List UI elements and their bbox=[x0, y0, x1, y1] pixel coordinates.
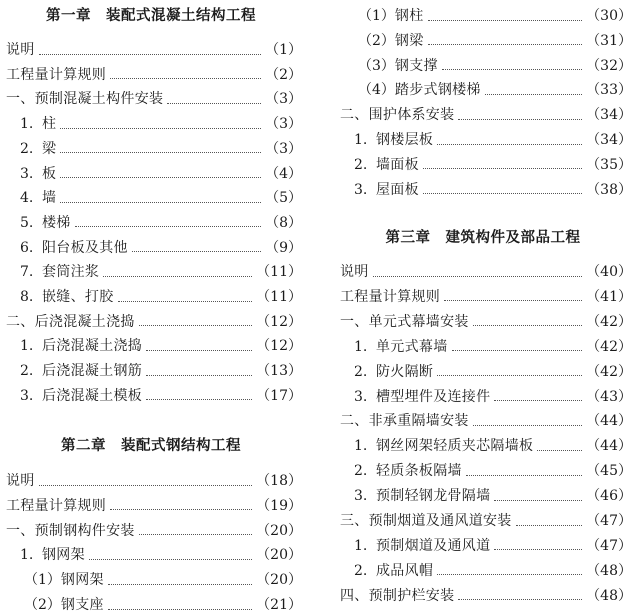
toc-entry-title: 钢支座 bbox=[60, 597, 104, 613]
dot-leader bbox=[60, 152, 261, 153]
toc-entry-title: 单元式幕墙 bbox=[376, 338, 448, 355]
toc-entry-title: 钢柱 bbox=[394, 8, 424, 24]
toc-entry-title: 工程量计算规则 bbox=[340, 288, 441, 305]
chapter-3-heading: 第三章 建筑构件及部品工程 bbox=[385, 230, 581, 246]
toc-entry-number: （2） bbox=[24, 597, 61, 613]
dot-leader bbox=[110, 509, 252, 510]
dot-leader bbox=[89, 559, 252, 560]
toc-entry-page: （3） bbox=[265, 91, 302, 108]
toc-entry-title: 钢梁 bbox=[394, 32, 424, 49]
toc-entry-number: 2. bbox=[354, 363, 368, 380]
toc-entry-title: 防火隔断 bbox=[376, 363, 434, 380]
toc-entry-page: （19） bbox=[256, 497, 302, 514]
toc-entry-number: 1. bbox=[20, 338, 34, 355]
dot-leader bbox=[139, 534, 252, 535]
toc-entry bbox=[0, 114, 302, 134]
toc-entry-number: 2. bbox=[354, 463, 368, 480]
toc-entry-page: （42） bbox=[586, 313, 632, 330]
toc-entry-page: （31） bbox=[586, 32, 632, 49]
dot-leader bbox=[442, 69, 582, 70]
toc-entry bbox=[334, 387, 632, 407]
dot-leader bbox=[108, 584, 252, 585]
toc-entry-title: 后浇混凝土模板 bbox=[42, 387, 143, 404]
toc-entry-number: 5. bbox=[20, 214, 34, 231]
toc-entry-page: （9） bbox=[265, 239, 302, 256]
toc-entry-number: （2） bbox=[358, 32, 395, 49]
toc-entry bbox=[0, 65, 302, 85]
toc-entry bbox=[0, 164, 302, 184]
toc-entry-page: （34） bbox=[586, 107, 632, 124]
toc-entry-page: （20） bbox=[256, 572, 302, 589]
toc-entry-title: 阳台板及其他 bbox=[42, 239, 128, 256]
dot-leader bbox=[473, 425, 582, 426]
toc-entry-number: 2. bbox=[354, 562, 368, 579]
toc-entry-title: 钢网架 bbox=[42, 547, 85, 564]
toc-entry-page: （13） bbox=[256, 363, 302, 380]
toc-entry-page: （47） bbox=[586, 513, 632, 529]
toc-entry bbox=[334, 511, 632, 531]
toc-entry-page: （12） bbox=[256, 338, 302, 355]
toc-entry-page: （44） bbox=[586, 413, 632, 430]
toc-entry-page: （45） bbox=[586, 463, 632, 480]
toc-entry bbox=[0, 570, 302, 590]
toc-entry bbox=[334, 411, 632, 431]
toc-entry-title: 一、预制钢构件安装 bbox=[6, 522, 135, 539]
toc-entry bbox=[0, 521, 302, 541]
toc-entry bbox=[0, 262, 302, 282]
dot-leader bbox=[458, 599, 582, 600]
toc-entry-title: 后浇混凝土钢筋 bbox=[42, 363, 143, 380]
toc-entry-title: 二、非承重隔墙安装 bbox=[340, 413, 469, 430]
toc-entry-page: （41） bbox=[586, 288, 632, 305]
toc-entry-title: 钢丝网架轻质夹芯隔墙板 bbox=[376, 438, 534, 455]
toc-entry-page: （30） bbox=[586, 8, 632, 24]
dot-leader bbox=[537, 450, 582, 451]
toc-entry bbox=[0, 496, 302, 516]
toc-entry-number: 8. bbox=[20, 289, 34, 305]
dot-leader bbox=[494, 500, 582, 501]
dot-leader bbox=[146, 399, 252, 400]
toc-entry-page: （18） bbox=[256, 473, 302, 489]
toc-entry-page: （12） bbox=[256, 313, 302, 330]
toc-entry-number: 1. bbox=[354, 338, 368, 355]
toc-entry-number: 6. bbox=[20, 239, 34, 256]
toc-entry-title: 一、预制混凝土构件安装 bbox=[6, 91, 164, 108]
toc-entry-number: 1. bbox=[354, 537, 368, 554]
toc-entry-number: 3. bbox=[20, 165, 34, 182]
toc-entry-page: （3） bbox=[265, 116, 302, 133]
toc-entry-page: （33） bbox=[586, 82, 632, 99]
toc-entry bbox=[334, 486, 632, 506]
toc-entry-page: （42） bbox=[586, 338, 632, 355]
toc-entry bbox=[0, 213, 302, 233]
toc-entry-title: 说明 bbox=[340, 264, 369, 280]
toc-entry bbox=[334, 561, 632, 581]
toc-entry-title: 钢楼层板 bbox=[376, 132, 434, 148]
toc-entry-page: （17） bbox=[256, 387, 302, 404]
dot-leader bbox=[373, 276, 583, 277]
toc-entry bbox=[334, 130, 632, 150]
toc-entry bbox=[334, 536, 632, 556]
toc-entry bbox=[0, 89, 302, 109]
toc-entry-page: （4） bbox=[265, 165, 302, 182]
toc-entry-number: （4） bbox=[358, 82, 395, 99]
toc-entry-page: （1） bbox=[265, 42, 302, 58]
toc-entry-number: 1. bbox=[20, 116, 34, 133]
toc-entry-page: （43） bbox=[586, 388, 632, 405]
toc-entry-page: （11） bbox=[256, 289, 302, 305]
toc-entry-number: 3. bbox=[20, 387, 34, 404]
toc-entry bbox=[334, 31, 632, 51]
dot-leader bbox=[437, 375, 582, 376]
toc-entry bbox=[334, 6, 632, 26]
toc-entry-number: 2. bbox=[20, 363, 34, 380]
dot-leader bbox=[39, 485, 253, 486]
dot-leader bbox=[423, 168, 582, 169]
toc-entry-title: 工程量计算规则 bbox=[6, 66, 107, 83]
toc-entry-title: 预制烟道及通风道 bbox=[376, 537, 491, 554]
toc-entry-page: （21） bbox=[256, 597, 302, 613]
toc-entry-page: （34） bbox=[586, 132, 632, 148]
dot-leader bbox=[494, 549, 582, 550]
toc-entry bbox=[334, 287, 632, 307]
toc-entry-number: 7. bbox=[20, 264, 34, 281]
dot-leader bbox=[39, 54, 261, 55]
toc-entry bbox=[334, 80, 632, 100]
dot-leader bbox=[118, 301, 253, 302]
toc-entry bbox=[0, 336, 302, 356]
toc-entry-page: （48） bbox=[586, 562, 632, 579]
toc-entry-title: 二、后浇混凝土浇捣 bbox=[6, 313, 135, 330]
toc-entry-title: 三、预制烟道及通风道安装 bbox=[340, 513, 512, 529]
toc-entry bbox=[0, 287, 302, 307]
toc-entry-page: （44） bbox=[586, 438, 632, 455]
toc-entry-page: （5） bbox=[265, 190, 302, 207]
dot-leader bbox=[146, 375, 252, 376]
toc-entry-title: 说明 bbox=[6, 473, 35, 489]
toc-entry bbox=[334, 436, 632, 456]
dot-leader bbox=[75, 226, 261, 227]
toc-entry bbox=[334, 155, 632, 175]
toc-entry-title: 踏步式钢楼梯 bbox=[394, 82, 481, 99]
dot-leader bbox=[60, 202, 261, 203]
toc-entry bbox=[0, 188, 302, 208]
toc-entry-title: 一、单元式幕墙安装 bbox=[340, 313, 469, 330]
dot-leader bbox=[428, 20, 583, 21]
toc-entry-title: 墙面板 bbox=[376, 156, 419, 173]
toc-entry-title: 柱 bbox=[42, 116, 57, 133]
toc-entry-title: 四、预制护栏安装 bbox=[340, 587, 455, 604]
dot-leader bbox=[60, 128, 261, 129]
toc-entry-number: 1. bbox=[354, 438, 368, 455]
dot-leader bbox=[167, 103, 261, 104]
toc-entry-title: 后浇混凝土浇捣 bbox=[42, 338, 143, 355]
dot-leader bbox=[110, 78, 261, 79]
toc-entry bbox=[334, 312, 632, 332]
toc-entry-page: （46） bbox=[586, 488, 632, 505]
toc-entry-number: 3. bbox=[354, 488, 368, 505]
toc-entry-number: （1） bbox=[358, 8, 395, 24]
dot-leader bbox=[516, 525, 583, 526]
toc-entry bbox=[0, 312, 302, 332]
toc-entry-title: 墙 bbox=[42, 190, 57, 207]
toc-entry bbox=[334, 362, 632, 382]
toc-entry bbox=[334, 262, 632, 282]
dot-leader bbox=[103, 276, 252, 277]
toc-entry bbox=[0, 238, 302, 258]
dot-leader bbox=[437, 144, 582, 145]
dot-leader bbox=[452, 350, 583, 351]
dot-leader bbox=[60, 177, 261, 178]
toc-entry bbox=[334, 461, 632, 481]
toc-entry-title: 预制轻钢龙骨隔墙 bbox=[376, 488, 491, 505]
toc-entry bbox=[0, 361, 302, 381]
chapter-2-heading: 第二章 装配式钢结构工程 bbox=[61, 438, 241, 454]
toc-entry-page: （20） bbox=[256, 522, 302, 539]
toc-entry-page: （40） bbox=[586, 264, 632, 280]
dot-leader bbox=[473, 325, 582, 326]
toc-entry-title: 梁 bbox=[42, 140, 57, 157]
toc-entry-page: （35） bbox=[586, 156, 632, 173]
toc-entry bbox=[0, 545, 302, 565]
toc-entry bbox=[334, 586, 632, 606]
dot-leader bbox=[444, 300, 582, 301]
toc-entry-title: 二、围护体系安装 bbox=[340, 107, 455, 124]
dot-leader bbox=[437, 574, 582, 575]
toc-entry bbox=[334, 180, 632, 200]
toc-entry-title: 板 bbox=[42, 165, 57, 182]
toc-entry-page: （20） bbox=[256, 547, 302, 564]
dot-leader bbox=[458, 119, 582, 120]
dot-leader bbox=[139, 325, 252, 326]
toc-entry bbox=[0, 471, 302, 491]
toc-entry-title: 套筒注浆 bbox=[42, 264, 100, 281]
toc-entry bbox=[334, 105, 632, 125]
toc-entry-number: 3. bbox=[354, 388, 368, 405]
toc-entry-number: （3） bbox=[358, 57, 395, 74]
toc-entry-title: 成品风帽 bbox=[376, 562, 434, 579]
toc-entry bbox=[0, 595, 302, 615]
dot-leader bbox=[466, 475, 582, 476]
toc-entry-number: 2. bbox=[20, 140, 34, 157]
toc-entry bbox=[334, 56, 632, 76]
dot-leader bbox=[423, 193, 582, 194]
toc-entry bbox=[334, 337, 632, 357]
toc-entry-page: （11） bbox=[256, 264, 302, 281]
toc-entry-number: 4. bbox=[20, 190, 34, 207]
toc-entry-title: 楼梯 bbox=[42, 214, 71, 231]
toc-entry-page: （38） bbox=[586, 181, 632, 198]
toc-entry-page: （47） bbox=[586, 537, 632, 554]
toc-entry-page: （48） bbox=[586, 587, 632, 604]
toc-entry-number: 1. bbox=[354, 132, 368, 148]
toc-entry-title: 嵌缝、打胶 bbox=[42, 289, 114, 305]
dot-leader bbox=[132, 251, 261, 252]
toc-entry-page: （32） bbox=[586, 57, 632, 74]
toc-entry bbox=[0, 40, 302, 60]
toc-entry-title: 工程量计算规则 bbox=[6, 497, 107, 514]
toc-entry-title: 屋面板 bbox=[376, 181, 419, 198]
toc-entry-title: 说明 bbox=[6, 42, 35, 58]
toc-entry-number: 3. bbox=[354, 181, 368, 198]
toc-entry-page: （3） bbox=[265, 140, 302, 157]
toc-entry bbox=[0, 139, 302, 159]
toc-entry-number: 2. bbox=[354, 156, 368, 173]
toc-entry-number: 1. bbox=[20, 547, 34, 564]
dot-leader bbox=[494, 400, 582, 401]
toc-entry-page: （8） bbox=[265, 214, 302, 231]
toc-entry-page: （2） bbox=[265, 66, 302, 83]
toc-entry bbox=[0, 386, 302, 406]
dot-leader bbox=[108, 609, 252, 610]
dot-leader bbox=[485, 94, 582, 95]
dot-leader bbox=[146, 350, 252, 351]
dot-leader bbox=[428, 44, 583, 45]
toc-entry-page: （42） bbox=[586, 363, 632, 380]
chapter-1-heading: 第一章 装配式混凝土结构工程 bbox=[46, 8, 256, 24]
toc-entry-number: （1） bbox=[24, 572, 61, 589]
toc-entry-title: 槽型埋件及连接件 bbox=[376, 388, 491, 405]
toc-entry-title: 钢支撑 bbox=[394, 57, 438, 74]
toc-entry-title: 轻质条板隔墙 bbox=[376, 463, 462, 480]
toc-entry-title: 钢网架 bbox=[60, 572, 104, 589]
